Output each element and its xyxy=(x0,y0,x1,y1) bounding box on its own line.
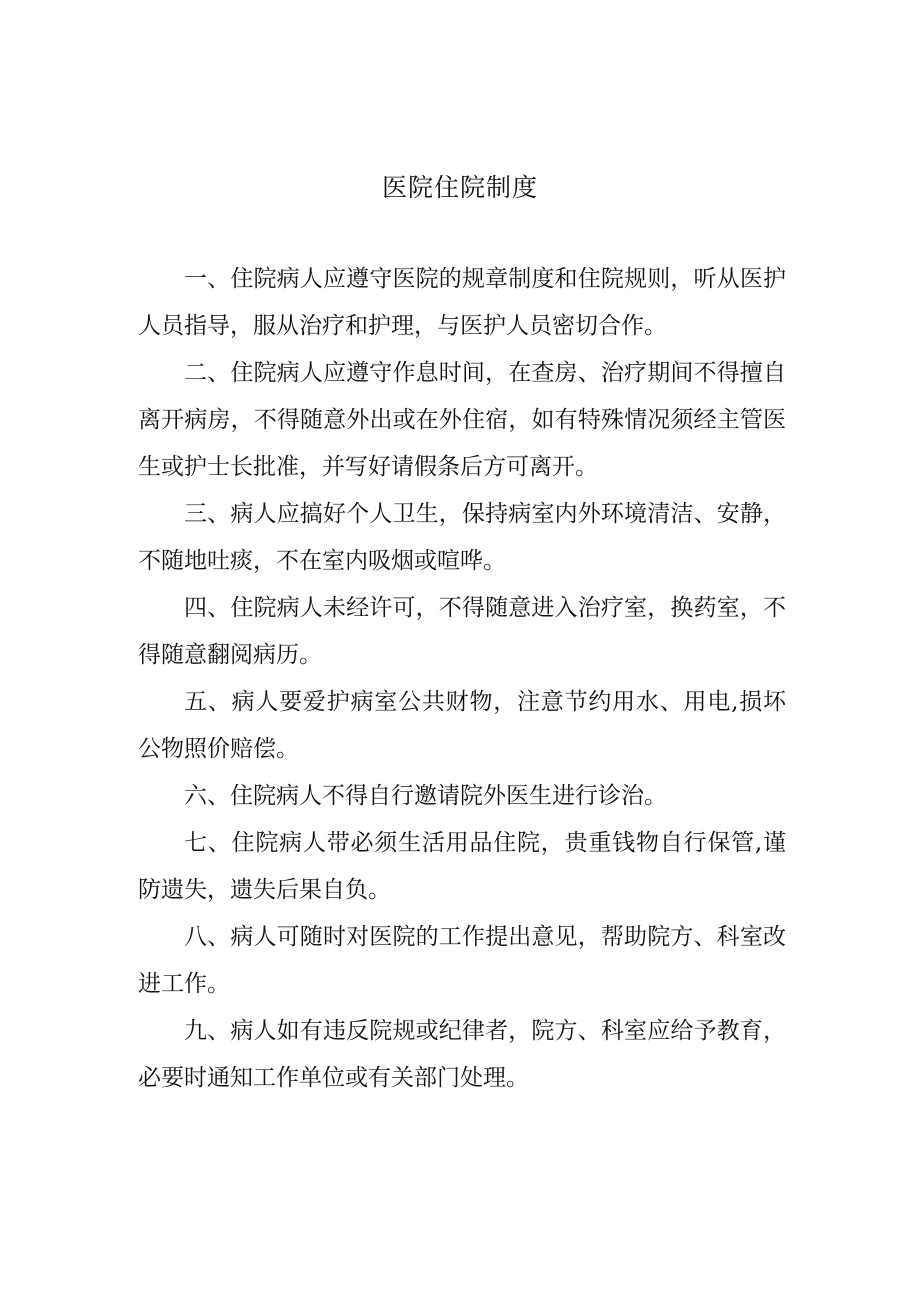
paragraph-1: 一、住院病人应遵守医院的规章制度和住院规则，听从医护人员指导，服从治疗和护理，与医护人员密切合作。 xyxy=(138,266,786,339)
paragraph-7: 七、住院病人带必须生活用品住院，贵重钱物自行保管,谨防遗失，遗失后果自负。 xyxy=(138,830,786,903)
paragraph-9: 九、病人如有违反院规或纪律者，院方、科室应给予教育，必要时通知工作单位或有关部门处理。 xyxy=(138,1018,786,1091)
paragraph-8: 八、病人可随时对医院的工作提出意见，帮助院方、科室改进工作。 xyxy=(138,924,786,997)
paragraph-2: 二、住院病人应遵守作息时间，在查房、治疗期间不得擅自离开病房，不得随意外出或在外住宿，如有特殊情况须经主管医生或护士长批准，并写好请假条后方可离开。 xyxy=(138,360,786,480)
document-title: 医院住院制度 xyxy=(381,173,538,202)
paragraph-4: 四、住院病人未经许可，不得随意进入治疗室，换药室，不得随意翻阅病历。 xyxy=(138,595,786,668)
paragraph-6: 六、住院病人不得自行邀请院外医生进行诊治。 xyxy=(184,783,667,809)
document-body xyxy=(138,256,786,1102)
paragraph-3: 三、病人应搞好个人卫生，保持病室内外环境清洁、安静，不随地吐痰，不在室内吸烟或喧哗。 xyxy=(138,501,786,574)
paragraph-5: 五、病人要爱护病室公共财物，注意节约用水、用电,损坏公物照价赔偿。 xyxy=(138,689,786,762)
